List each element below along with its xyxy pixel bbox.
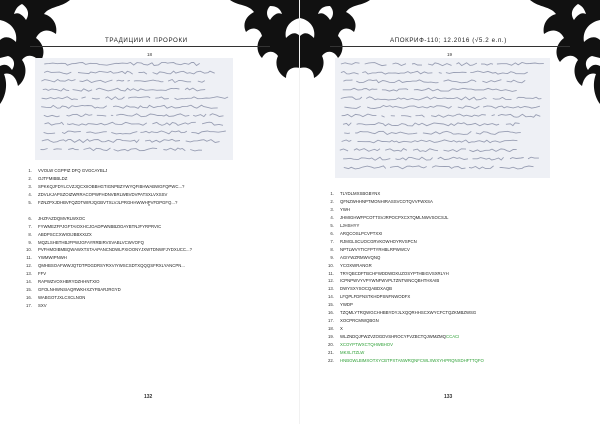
list-item-text: TLYDLMXSBGBYNX	[340, 191, 381, 196]
list-item-text: LJHSHYY	[340, 222, 360, 228]
page-number: 133	[444, 394, 453, 400]
running-head: АПОКРИФ-110; 12.2016 (√5.2 е.п.)	[390, 37, 507, 44]
list-item-number: 6.	[330, 230, 334, 236]
list-item	[322, 246, 484, 254]
list-item-text: FYWMEZFPJGFTAIOXHCJOADPWNBBZIOAYBTNJFYRPRVIC	[38, 223, 162, 229]
list-item	[20, 294, 192, 302]
list-item-number: 3.	[28, 183, 32, 189]
list-item	[20, 239, 192, 247]
cipher-list	[322, 190, 484, 365]
header-rule	[330, 46, 570, 47]
list-item-number: 4.	[28, 191, 32, 197]
list-item-number: 8.	[330, 246, 334, 252]
list-item-text: NPTLWVYTICFPTYRHBLRPWWCV	[340, 246, 410, 252]
list-item	[20, 270, 192, 278]
list-item-text: RJMGLSCUOCGRVKOWHOYRVSPCN	[340, 238, 417, 244]
list-item-text: MKXLITZLW	[340, 350, 365, 356]
list-item-text: WABGOTJXLCXCLNON	[38, 295, 86, 301]
list-item-text: WLZNDQJFWZVZOGDVSHROCYFVZBCTQJWMZMQ	[340, 334, 446, 340]
page-number: 132	[144, 394, 153, 400]
list-item-text: VVOLW CGPPIZ DFQ GVGCAYBLJ	[38, 168, 108, 173]
list-item-number: 13.	[26, 271, 32, 277]
list-item-highlight: CCACI	[445, 334, 460, 340]
list-item	[322, 222, 484, 230]
list-item-number: 7.	[330, 238, 334, 244]
list-item	[20, 191, 192, 199]
list-item	[322, 230, 484, 238]
list-item	[322, 214, 484, 222]
list-item-text: XCOYPTWXCTQHWBHOV	[340, 342, 393, 348]
list-item-text: DWYSXYSOCQABDXAQB	[340, 286, 393, 292]
list-item-number: 7.	[28, 223, 32, 229]
list-item-number: 2.	[28, 175, 32, 181]
list-item-number: 1.	[28, 168, 32, 173]
page-marker: 19	[447, 52, 453, 57]
handwritten-scan-image	[35, 58, 233, 160]
list-item-text: ZDVLKJAPSZOIZWRRACOPWFHDNVBRLWBVDVPATSXLVXSSV	[38, 191, 168, 197]
list-item-number: 9.	[28, 239, 32, 245]
tribal-ornament-left-inner	[230, 0, 300, 110]
list-item-text: YWDP	[340, 302, 353, 308]
list-item-number: 13.	[328, 286, 334, 292]
header-rule	[30, 46, 270, 47]
list-item-text: ICPNPWVYVPYWNFWVPLTZNTWNCQBHTHXAIB	[340, 278, 440, 284]
list-item	[322, 325, 484, 333]
list-item-number: 8.	[28, 231, 32, 237]
right-page	[300, 0, 600, 424]
list-item-number: 1.	[330, 191, 334, 196]
list-item-text: XOCPRCMWQBGN	[340, 318, 379, 324]
list-item	[322, 238, 484, 246]
list-item-number: 20.	[328, 342, 334, 348]
list-item-text: YWMWIPNWH	[38, 255, 67, 261]
list-item-number: 18.	[328, 326, 334, 332]
list-item-number: 6.	[28, 215, 32, 221]
list-item	[20, 175, 192, 183]
list-item-text: ARQCOSLPCVPTXXI	[340, 230, 383, 236]
list-item	[20, 302, 192, 310]
list-item	[322, 341, 484, 349]
list-item-text: FFV	[38, 271, 47, 277]
running-head: ТРАДИЦИИ И ПРОРОКИ	[105, 37, 188, 44]
list-item-number: 12.	[26, 263, 32, 269]
cipher-list	[20, 167, 192, 310]
list-item-number: 10.	[26, 247, 32, 253]
list-item-text: LFQPLFDFNSTKHDPSNFNWODFX	[340, 294, 411, 300]
list-item	[322, 293, 484, 301]
list-item-text: JHMIGHWFPCOTTSVJRPOCPXCXTQMLNWVSOCSJL	[340, 214, 449, 220]
list-item-number: 17.	[328, 318, 334, 324]
list-item-text: QFNZWHHNPTMONHIRASSVCOTQVVFWXSA	[340, 198, 433, 204]
list-item	[20, 286, 192, 294]
list-item-number: 15.	[328, 302, 334, 308]
list-item	[322, 190, 484, 198]
list-item-text: YWH	[340, 206, 351, 212]
list-item-text: YCOXWRANGR	[340, 262, 372, 268]
list-item-number: 11.	[328, 270, 334, 276]
list-item-number: 14.	[26, 279, 32, 285]
list-item-text: HNBGWLBIMXOTXYCBTPXTANWRQNFCWLXWXYHPRQNXDHFTTQFO	[340, 358, 484, 364]
list-item-number: 9.	[330, 254, 334, 260]
list-item	[322, 317, 484, 325]
list-item	[322, 309, 484, 317]
list-item-text: QMHBSOAFWWJQTDTPDGDRSYRXVIYWSCSDTXQQQSFRXLYANCPN...	[38, 263, 185, 269]
list-item	[20, 167, 192, 175]
page-marker: 18	[147, 52, 153, 57]
section-asterisk: *	[148, 204, 150, 210]
list-item	[322, 285, 484, 293]
list-item-number: 10.	[328, 262, 334, 268]
list-item	[322, 254, 484, 262]
list-item-text: GFOLNHWNSIAQRWKHXZYFBARJRGYD	[38, 287, 121, 293]
list-item-text: SXV	[38, 303, 47, 309]
list-item-text: JHZFAZDQMVRLWXOC	[38, 215, 86, 221]
list-item	[322, 277, 484, 285]
list-item	[20, 183, 192, 191]
list-item	[20, 215, 192, 223]
list-item-text: PVFHMOIBMBQWAWXTSTAAPANCNDWLPXIOONYJXWTDNWFJYDXUCC...?	[38, 247, 192, 253]
list-item-number: 3.	[330, 206, 334, 212]
list-item	[20, 231, 192, 239]
list-item-text: OJTFMIBBLDZ	[38, 175, 68, 181]
list-item-text: ABDPSCCXWIOIJBBXXIZX	[38, 231, 92, 237]
list-item-number: 5.	[330, 222, 334, 228]
list-item	[20, 262, 192, 270]
list-item-number: 15.	[26, 287, 32, 293]
list-item	[20, 254, 192, 262]
list-item	[322, 357, 484, 365]
list-item-text: SPKKQJFDYLCVZJQCXIIOBBHGTIGNPBZYWYQFIBHWABWGFQPWC...?	[38, 183, 185, 189]
handwritten-scan-image	[335, 58, 550, 178]
list-item	[322, 198, 484, 206]
list-item	[20, 199, 192, 207]
list-item-text: X	[340, 326, 343, 332]
list-item	[322, 349, 484, 357]
list-item-number: 11.	[26, 255, 32, 261]
list-item	[322, 333, 484, 341]
list-item	[20, 246, 192, 254]
list-item-number: 14.	[328, 294, 334, 300]
list-item-number: 2.	[330, 198, 334, 204]
list-item-text: FZNZPXJDHBVFQZDTWIRJQGBVTXLVJLPRGHHWWHPVFDPGFQ...?	[38, 199, 178, 205]
list-item-text: MQZLSHBTHBJFPWJGFAYRRBIRVSVABLVCWVOFQ	[38, 239, 144, 245]
list-item-number: 17.	[26, 303, 32, 309]
list-item-number: 4.	[330, 214, 334, 220]
list-item	[322, 206, 484, 214]
list-item	[322, 262, 484, 270]
list-item	[20, 223, 192, 231]
list-item-text: TRYQBCDFTBCHFWDDWDXUZOSYPTHBIGVSXRLYH	[340, 270, 449, 276]
list-item-number: 21.	[328, 350, 334, 356]
list-item	[322, 270, 484, 278]
list-item-number: 16.	[328, 310, 334, 316]
list-item-number: 16.	[26, 295, 32, 301]
list-item	[322, 301, 484, 309]
list-item-text: RAPWZVOXHBRYDZHHNTXIO	[38, 279, 100, 285]
list-item-number: 19.	[328, 334, 334, 340]
list-item-text: TZQMLYTRQWGCHHBBYDYJLXQQRHHSCXWYCFCTQZKMBZWSG	[340, 310, 477, 316]
list-item	[20, 278, 192, 286]
list-item-number: 5.	[28, 199, 32, 205]
list-item-number: 22.	[328, 358, 334, 364]
list-item-text: AGIYWZRMWVQNQ	[340, 254, 381, 260]
list-item-number: 12.	[328, 278, 334, 284]
